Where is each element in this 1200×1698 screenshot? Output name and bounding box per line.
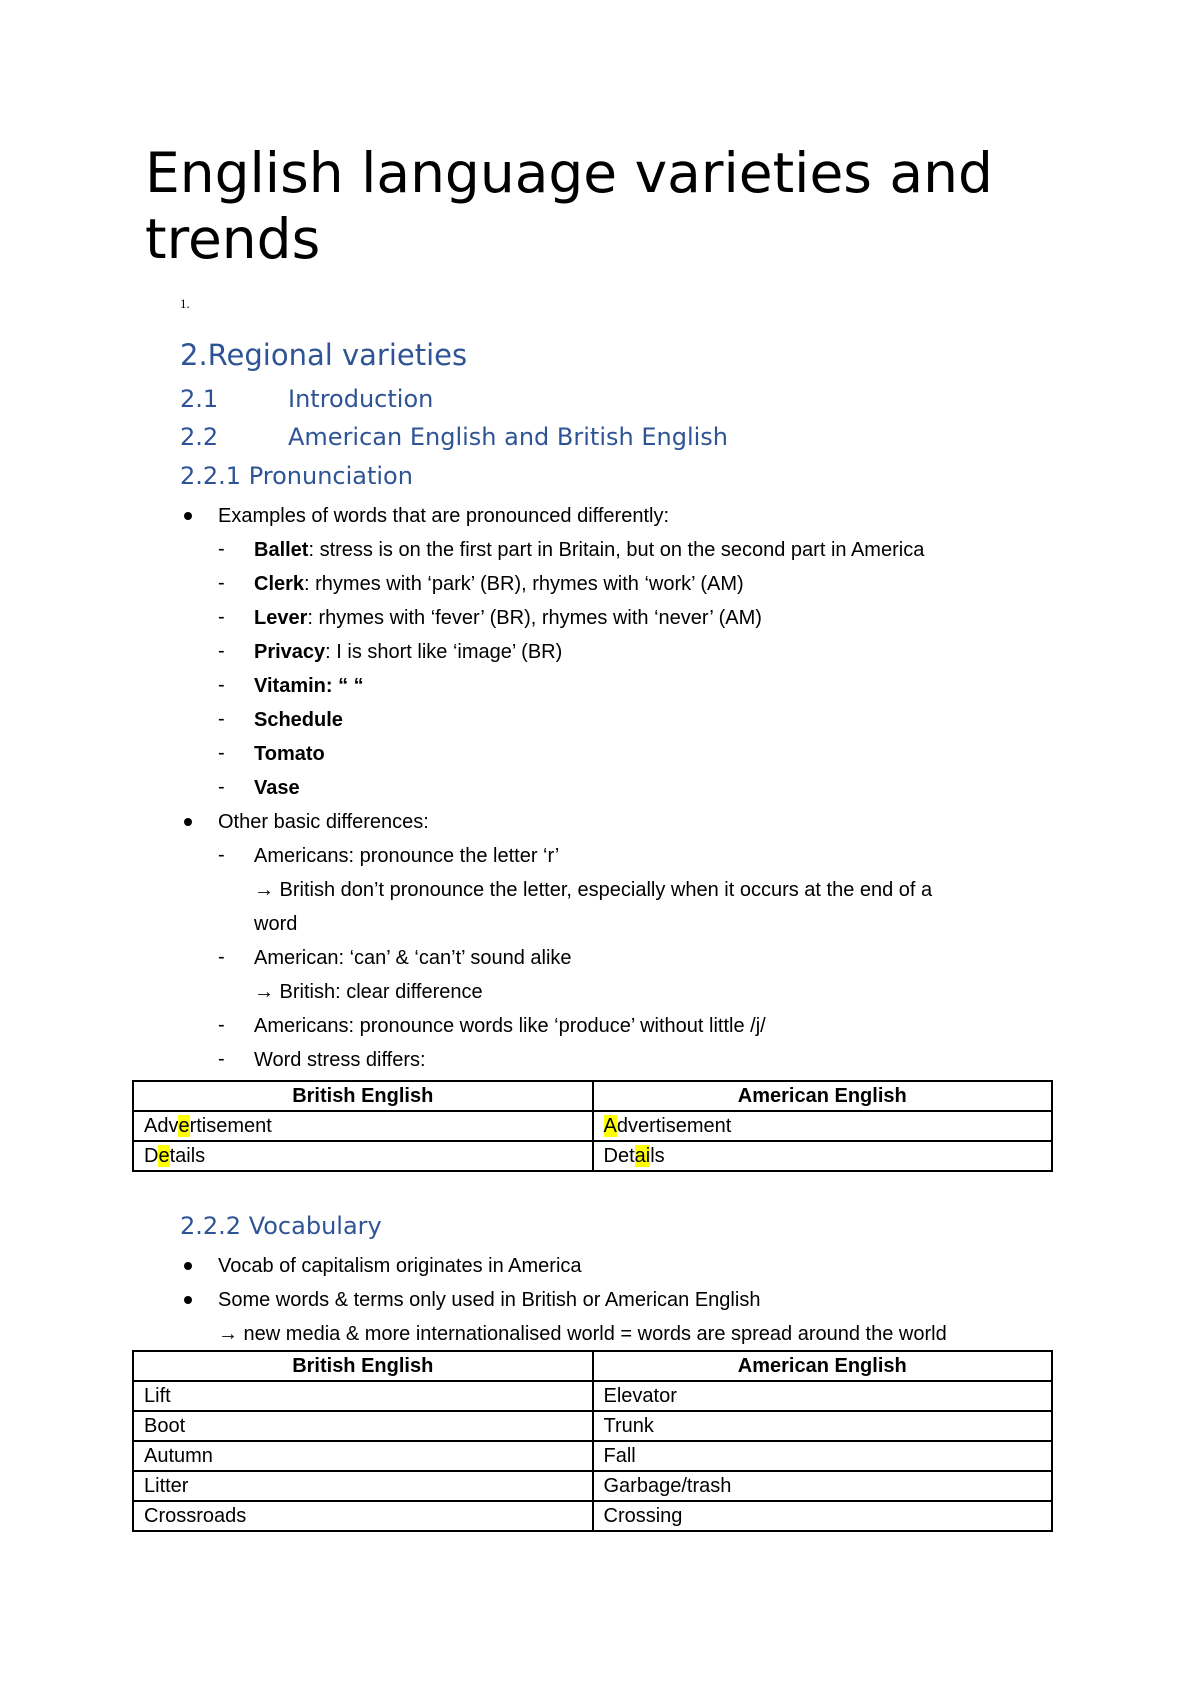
table-cell <box>593 1111 1053 1141</box>
word-item <box>254 708 343 732</box>
word-item <box>254 606 762 630</box>
word-term: Tomato <box>254 743 325 765</box>
table-cell <box>593 1141 1053 1171</box>
word-item <box>254 640 562 664</box>
dash-marker: - <box>218 1048 225 1070</box>
table-cell: Garbage/trash <box>593 1471 1053 1501</box>
table-cell: Elevator <box>593 1381 1053 1411</box>
bullet-capitalism: Vocab of capitalism originates in America <box>218 1255 582 1277</box>
table-row <box>133 1501 1052 1531</box>
cell-text: tails <box>169 1145 206 1167</box>
difference-item: Word stress differs: <box>254 1049 426 1071</box>
bullet-dot <box>184 1262 192 1270</box>
bullet-dot <box>184 818 192 826</box>
word-term: Schedule <box>254 709 343 731</box>
dash-marker: - <box>218 946 225 968</box>
vocab-note: → new media & more internationalised world = words are spread around the world <box>218 1323 947 1345</box>
bullet-dot <box>184 512 192 520</box>
dash-marker: - <box>218 1014 225 1036</box>
heading-number: 2.2 <box>180 423 219 451</box>
dash-marker: - <box>218 572 225 594</box>
cell-text: D <box>144 1145 159 1167</box>
stress-highlight: ai <box>634 1145 651 1167</box>
bullet-examples: Examples of words that are pronounced differently: <box>218 505 669 527</box>
heading-regional-varieties <box>180 338 467 372</box>
table-cell: Boot <box>133 1411 593 1441</box>
cell-text: rtisement <box>189 1115 272 1137</box>
vocabulary-table <box>132 1350 1053 1532</box>
dash-marker: - <box>218 538 225 560</box>
word-desc: : I is short like ‘image’ (BR) <box>325 641 563 663</box>
table-row <box>133 1381 1052 1411</box>
word-term: Vase <box>254 777 300 799</box>
heading-vocabulary: 2.2.2 Vocabulary <box>180 1212 382 1240</box>
heading-text: Introduction <box>288 385 434 413</box>
column-header: American English <box>593 1351 1053 1381</box>
heading-number: 2. <box>180 338 208 372</box>
dash-marker: - <box>218 844 225 866</box>
document-title: English language varieties and trends <box>145 141 993 271</box>
table-row <box>133 1111 1052 1141</box>
table-cell <box>133 1111 593 1141</box>
word-item <box>254 776 300 800</box>
difference-note: → British: clear difference <box>254 981 483 1003</box>
table-header-row <box>133 1351 1052 1381</box>
difference-item: American: ‘can’ & ‘can’t’ sound alike <box>254 947 572 969</box>
table-cell: Autumn <box>133 1441 593 1471</box>
word-term: Vitamin: “ “ <box>254 675 364 697</box>
bullet-words-terms: Some words & terms only used in British or American English <box>218 1289 761 1311</box>
table-header-row <box>133 1081 1052 1111</box>
column-header: British English <box>133 1081 593 1111</box>
table-cell: Lift <box>133 1381 593 1411</box>
difference-note-cont: word <box>254 913 298 935</box>
word-item <box>254 538 924 562</box>
word-desc: : rhymes with ‘fever’ (BR), rhymes with ‘never’ (AM) <box>307 607 762 629</box>
stress-highlight: A <box>603 1115 617 1137</box>
table-cell: Crossroads <box>133 1501 593 1531</box>
dash-marker: - <box>218 708 225 730</box>
word-item <box>254 742 325 766</box>
table-cell: Litter <box>133 1471 593 1501</box>
cell-text: Adv <box>144 1115 179 1137</box>
stress-highlight: e <box>158 1145 170 1167</box>
heading-pronunciation: 2.2.1 Pronunciation <box>180 462 413 490</box>
word-term: Clerk <box>254 573 305 595</box>
table-cell <box>133 1141 593 1171</box>
cell-text: Det <box>603 1145 635 1167</box>
word-item <box>254 572 744 596</box>
cell-text: ls <box>650 1145 665 1167</box>
heading-text: American English and British English <box>288 423 728 451</box>
cell-text: dvertisement <box>616 1115 732 1137</box>
table-cell: Crossing <box>593 1501 1053 1531</box>
heading-american-british <box>180 423 728 451</box>
bullet-other-differences: Other basic differences: <box>218 811 429 833</box>
empty-list-number: 1. <box>180 296 190 311</box>
dash-marker: - <box>218 606 225 628</box>
difference-note: → British don’t pronounce the letter, especially when it occurs at the end of a <box>254 879 933 901</box>
difference-item: Americans: pronounce the letter ‘r’ <box>254 845 560 867</box>
heading-text: Regional varieties <box>207 338 468 372</box>
word-stress-table <box>132 1080 1053 1172</box>
column-header: American English <box>593 1081 1053 1111</box>
bullet-dot <box>184 1296 192 1304</box>
table-row <box>133 1141 1052 1171</box>
table-row <box>133 1441 1052 1471</box>
word-desc: : stress is on the first part in Britain, but on the second part in America <box>308 539 925 561</box>
word-term: Privacy <box>254 641 326 663</box>
heading-number: 2.1 <box>180 385 219 413</box>
table-cell: Trunk <box>593 1411 1053 1441</box>
heading-introduction <box>180 385 433 413</box>
dash-marker: - <box>218 640 225 662</box>
table-row <box>133 1411 1052 1441</box>
table-row <box>133 1471 1052 1501</box>
table-cell: Fall <box>593 1441 1053 1471</box>
word-term: Lever <box>254 607 308 629</box>
word-term: Ballet <box>254 539 309 561</box>
dash-marker: - <box>218 742 225 764</box>
word-desc: : rhymes with ‘park’ (BR), rhymes with ‘work’ (AM) <box>304 573 744 595</box>
difference-item: Americans: pronounce words like ‘produce’ without little /j/ <box>254 1015 766 1037</box>
stress-highlight: e <box>178 1115 190 1137</box>
dash-marker: - <box>218 776 225 798</box>
word-item <box>254 674 364 698</box>
dash-marker: - <box>218 674 225 696</box>
column-header: British English <box>133 1351 593 1381</box>
